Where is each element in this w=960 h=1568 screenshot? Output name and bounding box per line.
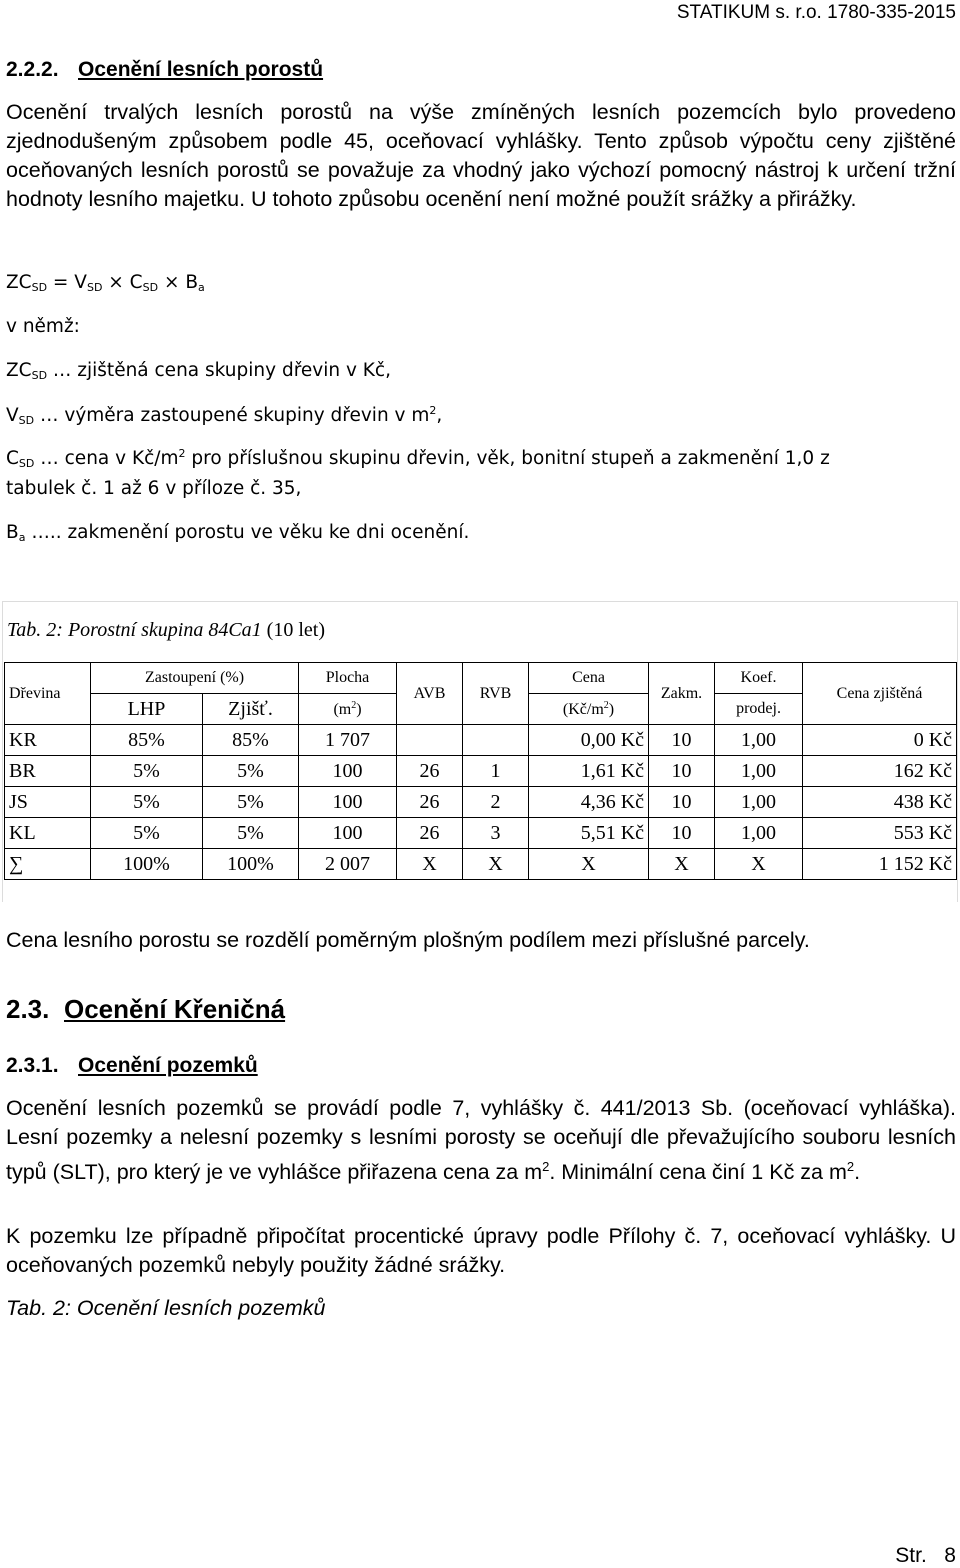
table-cell: 1,00 (715, 787, 803, 818)
definition-c-line2: tabulek č. 1 až 6 v příloze č. 35, (6, 478, 302, 499)
definition-b: $B_a$ ….. zakmenění porostu ve věku ke dni ocenění. (6, 522, 470, 544)
col-header-cena-zjistena: Cena zjištěná (803, 663, 957, 725)
table-cell: 10 (649, 725, 715, 756)
table-cell: 1 (463, 756, 529, 787)
col-header-cena: Cena (529, 663, 649, 694)
header-company: STATIKUM s. r.o. 1780-335-2015 (676, 2, 956, 23)
sum-cell: X (529, 849, 649, 880)
table-row (5, 787, 957, 818)
table-caption: Tab. 2: Porostní skupina 84Ca1 (10 let) (7, 619, 325, 641)
col-header-drevina: Dřevina (5, 663, 91, 725)
land-valuation-paragraph: Ocenění lesních pozemků se provádí podle 7, vyhlášky č. 441/2013 Sb. (oceňovací vyhláška). Lesní pozemky a nelesní pozemky s lesními porosty se oceňují dle převažujícího souboru lesních typů (SLT), pro který je ve vyhlášce přiřazena cena za $m^2$. Minimální cena činí 1 Kč za $m^2$. (6, 1096, 956, 1185)
col-header-lhp: LHP (91, 694, 203, 725)
table-cell: 26 (397, 818, 463, 849)
table-cell (463, 725, 529, 756)
table-cell: 85% (203, 725, 299, 756)
section-heading-2-2-2 (6, 58, 323, 82)
table-cell: 1,00 (715, 818, 803, 849)
table-cell (397, 725, 463, 756)
table-cell: 5% (203, 787, 299, 818)
table-header-row-1 (5, 663, 957, 694)
section-title: Ocenění lesních porostů (78, 58, 324, 81)
table-cell: 162 Kč (803, 756, 957, 787)
table-cell: 0 Kč (803, 725, 957, 756)
section-number: 2.3.1. (6, 1054, 59, 1077)
section-heading-2-3-1 (6, 1054, 258, 1078)
table-cell: 5% (91, 818, 203, 849)
col-header-zjist: Zjišť. (203, 694, 299, 725)
col-header-zakm: Zakm. (649, 663, 715, 725)
sum-cell: X (649, 849, 715, 880)
table-cell: 553 Kč (803, 818, 957, 849)
table-cell: 100 (299, 756, 397, 787)
table-cell: 5% (91, 787, 203, 818)
section-number: 2.3. (6, 994, 50, 1024)
table-row (5, 818, 957, 849)
sum-cell: X (397, 849, 463, 880)
sum-cell: 1 152 Kč (803, 849, 957, 880)
col-header-plocha: Plocha (299, 663, 397, 694)
section-number: 2.2.2. (6, 58, 59, 81)
species-cell: JS (5, 787, 91, 818)
table-cell: 4,36 Kč (529, 787, 649, 818)
sum-cell: 2 007 (299, 849, 397, 880)
formula: $ZC_{SD} = V_{SD} \times C_{SD} \times B_a$ (6, 272, 205, 294)
table-cell: 10 (649, 756, 715, 787)
table-cell: 10 (649, 787, 715, 818)
table-cell: 0,00 Kč (529, 725, 649, 756)
forest-valuation-paragraph: Ocenění trvalých lesních porostů na výše zmíněných lesních pozemcích bylo provedeno zjednodušeným způsobem podle 45, oceňovací vyhlášky. Tento způsob výpočtu ceny zjištěné oceňovaných lesních porostů se považuje za vhodný jako výchozí pomocný nástroj k určení tržní hodnoty lesního majetku. U tohoto způsobu ocenění není možné použít srážky a přirážky. (6, 100, 956, 211)
adjustments-paragraph: K pozemku lze případně připočítat procentické úpravy podle Přílohy č. 7, oceňovací vyhlášky. U oceňovaných pozemků nebyly použity žádné srážky. (6, 1224, 956, 1277)
definition-zc: $ZC_{SD}$ … zjištěná cena skupiny dřevin v Kč, (6, 360, 391, 382)
col-header-prodej: prodej. (715, 694, 803, 725)
table-cell: 1,61 Kč (529, 756, 649, 787)
sum-cell: 100% (203, 849, 299, 880)
table-cell: 2 (463, 787, 529, 818)
sum-cell: X (715, 849, 803, 880)
after-table-text: Cena lesního porostu se rozdělí poměrným plošným podílem mezi příslušné parcely. (6, 928, 810, 952)
col-header-zastoupeni: Zastoupení (%) (91, 663, 299, 694)
table-cell: 5% (203, 818, 299, 849)
table-cell: 26 (397, 787, 463, 818)
table-row (5, 756, 957, 787)
col-header-rvb: RVB (463, 663, 529, 725)
species-cell: KR (5, 725, 91, 756)
table-cell: 1,00 (715, 725, 803, 756)
col-header-koef: Koef. (715, 663, 803, 694)
land-table-caption: Tab. 2: Ocenění lesních pozemků (6, 1296, 326, 1320)
page-number: Str. 8 (895, 1544, 956, 1567)
col-header-plocha-unit: $(m^2)$ (299, 694, 397, 725)
table-cell: 5,51 Kč (529, 818, 649, 849)
species-cell: BR (5, 756, 91, 787)
table-row (5, 725, 957, 756)
definition-c: $C_{SD}$ … cena v $Kč/m^2$ pro příslušnou skupinu dřevin, věk, bonitní stupeň a zakmenění 1,0 z (6, 447, 830, 470)
table-cell: 5% (91, 756, 203, 787)
table-sum-row (5, 849, 957, 880)
sum-cell: 100% (91, 849, 203, 880)
formula-intro: v němž: (6, 316, 80, 337)
table-cell: 1 707 (299, 725, 397, 756)
species-cell: KL (5, 818, 91, 849)
definition-v: $V_{SD}$ … výměra zastoupené skupiny dřevin v $m^2$, (6, 404, 443, 427)
section-title: Ocenění pozemků (78, 1054, 258, 1077)
table-cell: 100 (299, 787, 397, 818)
sum-symbol: ∑ (5, 849, 91, 880)
section-heading-2-3 (6, 994, 285, 1025)
table-cell: 26 (397, 756, 463, 787)
forest-stand-table (4, 662, 957, 880)
col-header-cena-unit: $(Kč/m^2)$ (529, 694, 649, 725)
table-cell: 5% (203, 756, 299, 787)
table-cell: 85% (91, 725, 203, 756)
sum-cell: X (463, 849, 529, 880)
section-title: Ocenění Křeničná (64, 994, 286, 1024)
table-cell: 438 Kč (803, 787, 957, 818)
table-cell: 3 (463, 818, 529, 849)
table-cell: 10 (649, 818, 715, 849)
col-header-avb: AVB (397, 663, 463, 725)
table-cell: 100 (299, 818, 397, 849)
table-cell: 1,00 (715, 756, 803, 787)
